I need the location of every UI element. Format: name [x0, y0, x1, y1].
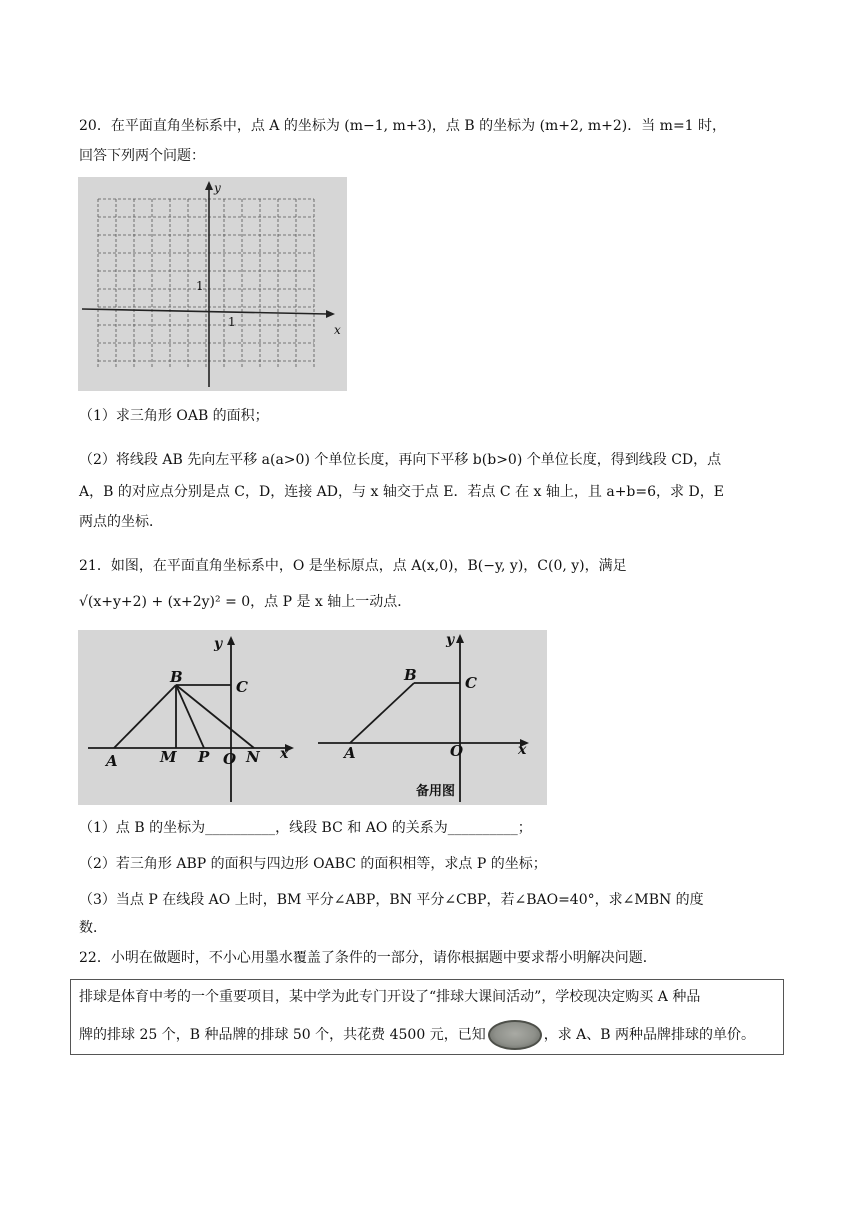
q22-problem-box — [70, 979, 784, 1055]
q21-fig1-y-label: y — [214, 636, 223, 652]
q20-grid-figure — [78, 177, 347, 391]
q22-box-line2 — [79, 1020, 755, 1050]
q21-fig1-x-label: x — [280, 746, 289, 762]
q20-part2-line3: 两点的坐标． — [79, 514, 163, 530]
q20-x-axis-label: x — [334, 323, 341, 337]
q20-y-unit-label: 1 — [196, 279, 204, 293]
q21-fig2-O-label: O — [450, 742, 464, 760]
q21-part1: （1）点 B 的坐标为__________，线段 BC 和 AO 的关系为__________； — [79, 820, 532, 836]
q21-fig2-A-label: A — [344, 744, 356, 762]
q21-fig1-C-label: C — [236, 678, 248, 696]
q21-figures — [78, 630, 547, 805]
q21-fig2-B-label: B — [404, 666, 417, 684]
q20-x-unit-label: 1 — [228, 315, 236, 329]
q20-part2-line1: （2）将线段 AB 先向左平移 a(a>0) 个单位长度，再向下平移 b(b>0) 个单位长度，得到线段 CD，点 — [79, 452, 722, 468]
q21-fig1-P-label: P — [198, 748, 210, 766]
q20-grid-svg — [78, 177, 347, 391]
q22-box-line1: 排球是体育中考的一个重要项目，某中学为此专门开设了“排球大课间活动”，学校现决定购买 A 种品 — [79, 989, 701, 1005]
q21-fig1-O-label: O — [223, 750, 237, 768]
q21-fig2-x-label: x — [518, 742, 527, 758]
q21-fig1-B-label: B — [170, 668, 183, 686]
q21-backup-figure-caption: 备用图 — [416, 784, 456, 799]
q22-stem: 22．小明在做题时，不小心用墨水覆盖了条件的一部分，请你根据题中要求帮小明解决问题． — [79, 950, 657, 966]
q21-stem-line1: 21．如图，在平面直角坐标系中，O 是坐标原点，点 A(x,0)，B(−y, y)，C(0, y)，满足 — [79, 558, 627, 574]
ink-blot-icon — [488, 1020, 542, 1050]
q21-stem-line2: √(x+y+2) + (x+2y)² = 0，点 P 是 x 轴上一动点． — [79, 594, 412, 610]
q21-fig2-C-label: C — [465, 674, 477, 692]
q20-y-axis-label: y — [214, 181, 221, 195]
q21-fig2-y-label: y — [446, 632, 455, 648]
q21-fig1-N-label: N — [246, 748, 260, 766]
q22-box-line2-start: 牌的排球 25 个，B 种品牌的排球 50 个，共花费 4500 元，已知 — [79, 1027, 486, 1043]
q21-part3-line1: （3）当点 P 在线段 AO 上时，BM 平分∠ABP，BN 平分∠CBP，若∠BAO=40°，求∠MBN 的度 — [79, 892, 704, 908]
q21-fig1-M-label: M — [160, 748, 177, 766]
q20-stem-line2: 回答下列两个问题： — [79, 148, 205, 164]
q22-box-line2-end: ，求 A、B 两种品牌排球的单价。 — [543, 1027, 756, 1043]
q21-part3-line2: 数． — [79, 920, 107, 936]
q21-fig1-A-label: A — [106, 752, 118, 770]
q20-stem-line1: 20．在平面直角坐标系中，点 A 的坐标为 (m−1, m+3)，点 B 的坐标为 (m+2, m+2)．当 m=1 时， — [79, 118, 727, 134]
q21-part2: （2）若三角形 ABP 的面积与四边形 OABC 的面积相等，求点 P 的坐标； — [79, 856, 547, 872]
q20-part2-line2: A，B 的对应点分别是点 C，D，连接 AD，与 x 轴交于点 E．若点 C 在 x 轴上，且 a+b=6，求 D，E — [79, 484, 724, 500]
q20-part1: （1）求三角形 OAB 的面积； — [79, 408, 269, 424]
q21-figure-svg — [78, 630, 547, 805]
